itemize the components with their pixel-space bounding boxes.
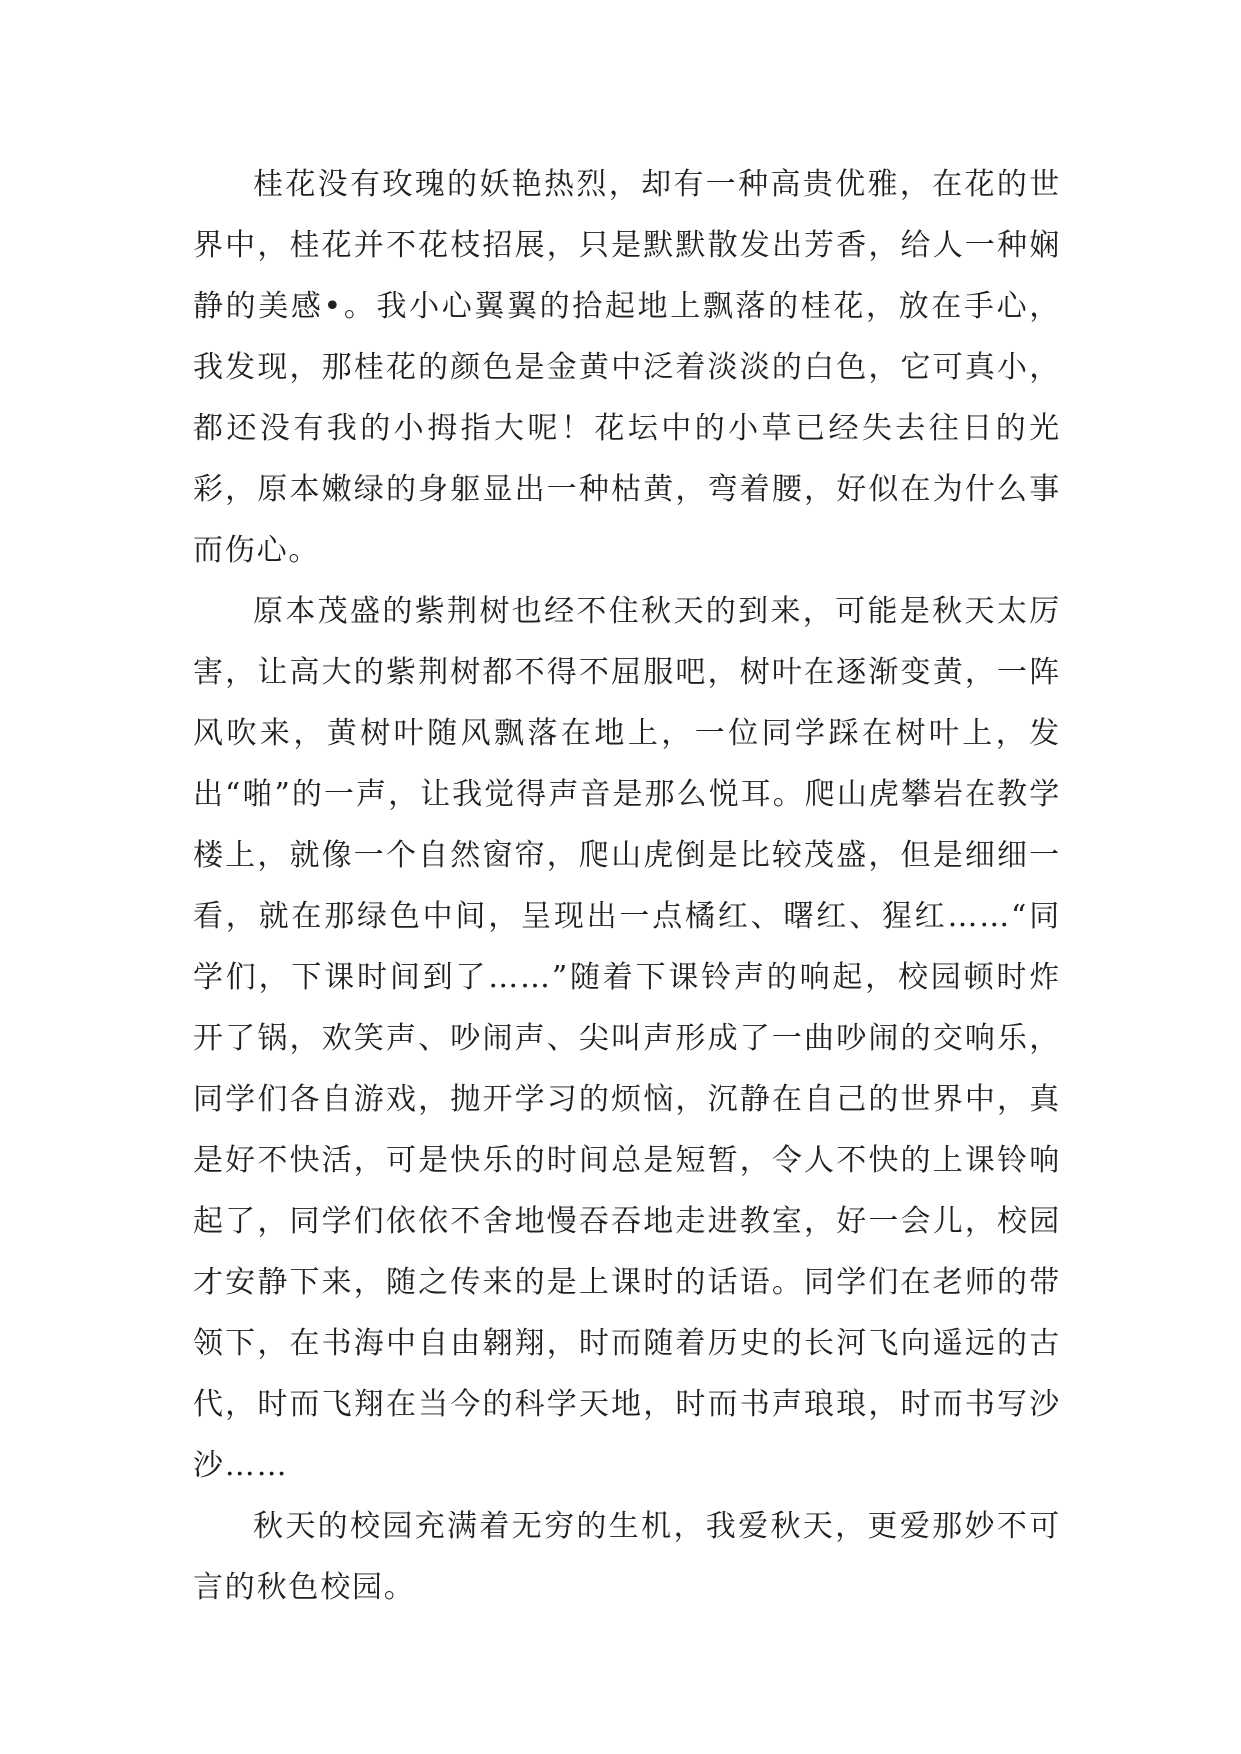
document-body (193, 154, 1061, 1618)
paragraph-redbud-campus: 原本茂盛的紫荆树也经不住秋天的到来，可能是秋天太厉害，让高大的紫荆树都不得不屈服吧，树叶在逐渐变黄，一阵风吹来，黄树叶随风飘落在地上，一位同学踩在树叶上，发出“啪”的一声，让我觉得声音是那么悦耳。爬山虎攀岩在教学楼上，就像一个自然窗帘，爬山虎倒是比较茂盛，但是细细一看，就在那绿色中间，呈现出一点橘红、曙红、猩红……“同学们，下课时间到了……”随着下课铃声的响起，校园顿时炸开了锅，欢笑声、吵闹声、尖叫声形成了一曲吵闹的交响乐，同学们各自游戏，抛开学习的烦恼，沉静在自己的世界中，真是好不快活，可是快乐的时间总是短暂，令人不快的上课铃响起了，同学们依依不舍地慢吞吞地走进教室，好一会儿，校园才安静下来，随之传来的是上课时的话语。同学们在老师的带领下，在书海中自由翱翔，时而随着历史的长河飞向遥远的古代，时而飞翔在当今的科学天地，时而书声琅琅，时而书写沙沙…… (193, 594, 1061, 1483)
paragraph-conclusion: 秋天的校园充满着无穷的生机，我爱秋天，更爱那妙不可言的秋色校园。 (193, 1509, 1061, 1605)
paragraph-osmanthus: 桂花没有玫瑰的妖艳热烈，却有一种高贵优雅，在花的世界中，桂花并不花枝招展，只是默默散发出芳香，给人一种娴静的美感•。我小心翼翼的拾起地上飘落的桂花，放在手心，我发现，那桂花的颜色是金黄中泛着淡淡的白色，它可真小，都还没有我的小拇指大呢！花坛中的小草已经失去往日的光彩，原本嫩绿的身躯显出一种枯黄，弯着腰，好似在为什么事而伤心。 (193, 167, 1061, 568)
